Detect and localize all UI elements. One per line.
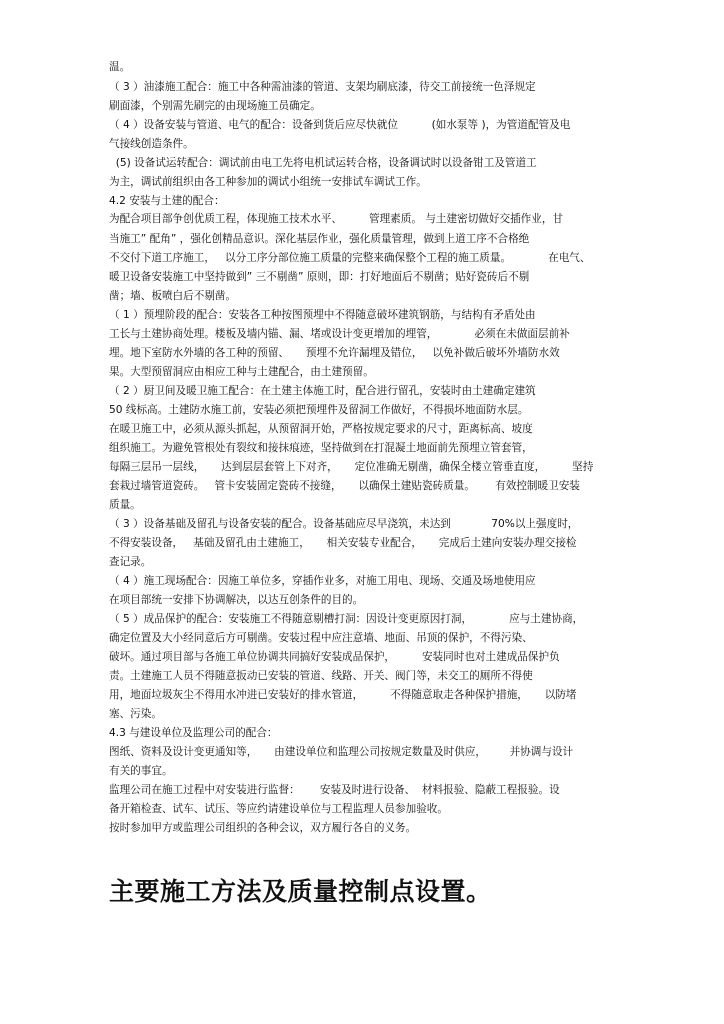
text-line: 果。大型预留洞应由相应工种与土建配合，由土建预留。: [109, 366, 374, 378]
section-heading: 4.2 安装与土建的配合：: [109, 195, 225, 207]
text-line: 凿；墙、板喷白后不剔凿。: [109, 290, 237, 302]
text-line: 按时参加甲方或监理公司组织的各种会议，双方履行各自的义务。: [109, 822, 417, 834]
text-line: 查记录。: [109, 556, 152, 568]
text-line: 工长与土建协商处理。楼板及墙内锚、漏、堵或设计变更增加的埋管， 必须在未做面层前补: [109, 328, 570, 340]
text-line: 当施工” 配角” ，强化创精品意识。深化基层作业，强化质量管理，做到上道工序不合格绝: [109, 233, 530, 245]
text-line: （ 4 ）施工现场配合：因施工单位多，穿插作业多，对施工用电、现场、交通及场地使用应: [109, 575, 536, 587]
text-line: 埋。地下室防水外墙的各工种的预留、 预埋不允许漏埋及错位， 以免补做后破坏外墙防水效: [109, 347, 560, 359]
text-line: 监理公司在施工过程中对安装进行监督： 安装及时进行设备、 材料报验、隐蔽工程报验。设: [109, 784, 560, 796]
text-line: 刷面漆，个别需先刷完的由现场施工员确定。: [109, 100, 321, 112]
text-line: （ 1 ）预埋阶段的配合：安装各工种按图预埋中不得随意破坏建筑钢筋，与结构有矛盾处由: [109, 309, 536, 321]
text-line: 有关的事宜。: [109, 765, 173, 777]
text-line: 套栽过墙管道瓷砖。 管卡安装固定瓷砖不接缝， 以确保土建贴瓷砖质量。 有效控制暖卫安装: [109, 480, 580, 492]
text-line: 图纸、资料及设计变更通知等， 由建设单位和监理公司按规定数量及时供应， 并协调与设计: [109, 746, 574, 758]
text-line: 不交付下道工序施工， 以分工序分部位施工质量的完整来确保整个工程的施工质量。 在电气、: [109, 252, 591, 264]
text-line: 温。: [109, 61, 131, 73]
main-heading: 主要施工方法及质量控制点设置。: [109, 877, 492, 906]
text-line: 责。土建施工人员不得随意扳动已安装的管道、线路、开关、阀门等，未交工的厕所不得使: [109, 670, 533, 682]
text-line: 不得安装设备， 基础及留孔由土建施工， 相关安装专业配合， 完成后土建向安装办理交接检: [109, 537, 577, 549]
text-line: （ 3 ）油漆施工配合：施工中各种需油漆的管道、支架均刷底漆，待交工前接统一色泽规定: [109, 81, 536, 93]
text-line: 备开箱检查、试车、试压、等应约请建设单位与工程监理人员参加验收。: [109, 803, 448, 815]
text-line: （ 5 ）成品保护的配合：安装施工不得随意剔槽打洞：因设计变更原因打洞， 应与土建协商，: [109, 613, 584, 625]
text-line: 质量。: [109, 499, 141, 511]
section-heading: 4.3 与建设单位及监理公司的配合：: [109, 727, 278, 739]
text-line: 确定位置及大小经同意后方可剔凿。安装过程中应注意墙、地面、吊顶的保护，不得污染、: [109, 632, 533, 644]
text-line: 破坏。通过项目部与各施工单位协调共同搞好安装成品保护， 安装同时也对土建成品保护负: [109, 651, 560, 663]
text-line: （ 4 ）设备安装与管道、电气的配合：设备到货后应尽快就位 (如水泵等 )，为管道配管及电: [109, 119, 571, 131]
text-line: 暖卫设备安装施工中坚持做到” 三不剔凿” 原则，即：打好地面后不剔凿；贴好瓷砖后不剔: [109, 271, 530, 283]
text-line: 在暖卫施工中，必须从源头抓起，从预留洞开始，严格按规定要求的尺寸，距离标高、坡度: [109, 423, 533, 435]
text-line: 用，地面垃圾灰尘不得用水冲进已安装好的排水管道， 不得随意取走各种保护措施， 以防堵: [109, 689, 577, 701]
text-line: 在项目部统一安排下协调解决，以达互创条件的目的。: [109, 594, 364, 606]
text-line: 50 线标高。土建防水施工前，安装必须把预埋件及留洞工作做好，不得损坏地面防水层。: [109, 404, 529, 416]
text-line: 组织施工。为避免管根处有裂纹和接抹痕迹，坚持做到在打混凝土地面前先预埋立管套管，: [109, 442, 533, 454]
text-line: （ 3 ）设备基础及留孔与设备安装的配合。设备基础应尽早浇筑，未达到 70%以上强度时，: [109, 518, 579, 530]
text-line: （ 2 ）厨卫间及暖卫施工配合：在土建主体施工时，配合进行留孔，安装时由土建确定建筑: [109, 385, 536, 397]
text-line: 气接线创造条件。: [109, 138, 194, 150]
text-line: 每隔三层吊一层线， 达到层层套管上下对齐， 定位准确无剔凿，确保全楼立管垂直度， 坚持: [109, 461, 594, 473]
text-line: 为主，调试前组织由各工种参加的调试小组统一安排试车调试工作。: [109, 176, 427, 188]
text-line: 为配合项目部争创优质工程，体现施工技术水平、 管理素质。 与土建密切做好交插作业，甘: [109, 213, 564, 225]
text-line: (5) 设备试运转配合：调试前由电工先将电机试运转合格，设备调试时以设备钳工及管道工: [109, 157, 537, 169]
text-line: 塞、污染。: [109, 708, 162, 720]
